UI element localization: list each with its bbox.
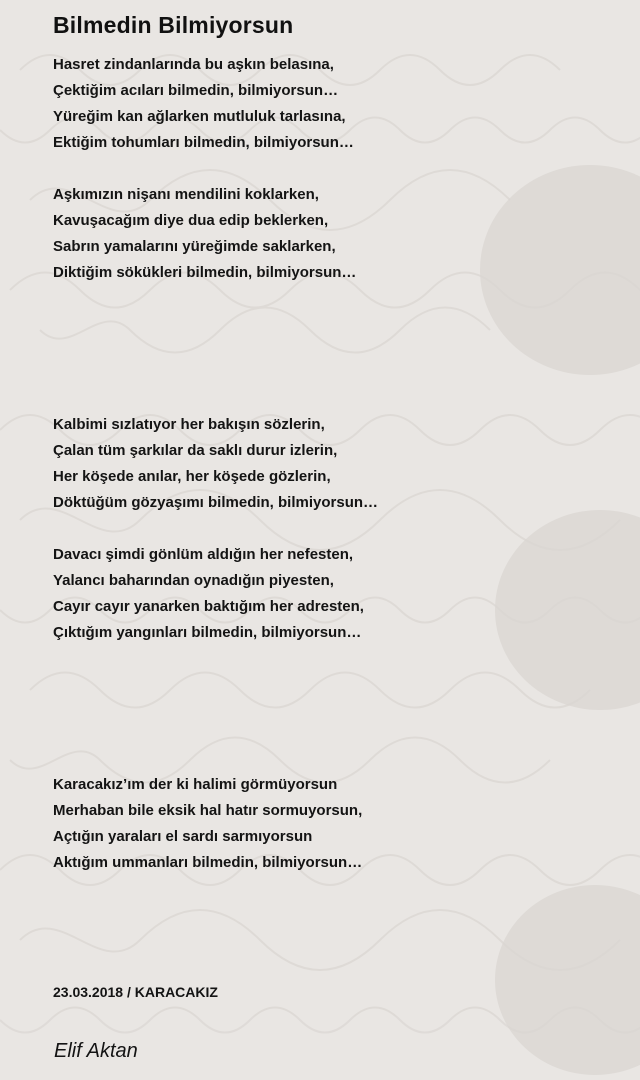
stanza-1: [53, 52, 573, 156]
poem-line: Cayır cayır yanarken baktığım her adresten,: [53, 598, 364, 615]
poem-line: Kalbimi sızlatıyor her bakışın sözlerin,: [53, 416, 325, 433]
poem-line: Aşkımızın nişanı mendilini koklarken,: [53, 186, 319, 203]
poem-line: Diktiğim sökükleri bilmedin, bilmiyorsun…: [53, 264, 357, 281]
poem-line: Ektiğim tohumları bilmedin, bilmiyorsun…: [53, 134, 354, 151]
poem-line: Çıktığım yangınları bilmedin, bilmiyorsun…: [53, 624, 362, 641]
poem-line: Kavuşacağım diye dua edip beklerken,: [53, 212, 329, 229]
poem-title: Bilmedin Bilmiyorsun: [53, 12, 294, 38]
poem-line: Aktığım ummanları bilmedin, bilmiyorsun…: [53, 854, 363, 871]
poem-line: Merhaban bile eksik hal hatır sormuyorsun,: [53, 802, 363, 819]
poem-line: Her köşede anılar, her köşede gözlerin,: [53, 468, 331, 485]
poem-line: Açtığın yaraları el sardı sarmıyorsun: [53, 828, 313, 845]
poem-line: Çektiğim acıları bilmedin, bilmiyorsun…: [53, 82, 339, 99]
poem-line: Yüreğim kan ağlarken mutluluk tarlasına,: [53, 108, 346, 125]
poem-line: Çalan tüm şarkılar da saklı durur izlerin,: [53, 442, 338, 459]
poem-line: Davacı şimdi gönlüm aldığın her nefesten,: [53, 546, 354, 563]
poem-line: Karacakız’ım der ki halimi görmüyorsun: [53, 776, 338, 793]
stanza-2: [53, 182, 573, 286]
poem-line: Döktüğüm gözyaşımı bilmedin, bilmiyorsun…: [53, 494, 379, 511]
date-signature: 23.03.2018 / KARACAKIZ: [53, 984, 218, 1000]
stanza-4: [53, 542, 573, 646]
poem-line: Sabrın yamalarını yüreğimde saklarken,: [53, 238, 336, 255]
author-name: Elif Aktan: [54, 1040, 138, 1062]
poem-line: Yalancı baharından oynadığın piyesten,: [53, 572, 334, 589]
poem-line: Hasret zindanlarında bu aşkın belasına,: [53, 56, 334, 73]
stanza-5: [53, 772, 573, 876]
stanza-3: [53, 412, 573, 516]
